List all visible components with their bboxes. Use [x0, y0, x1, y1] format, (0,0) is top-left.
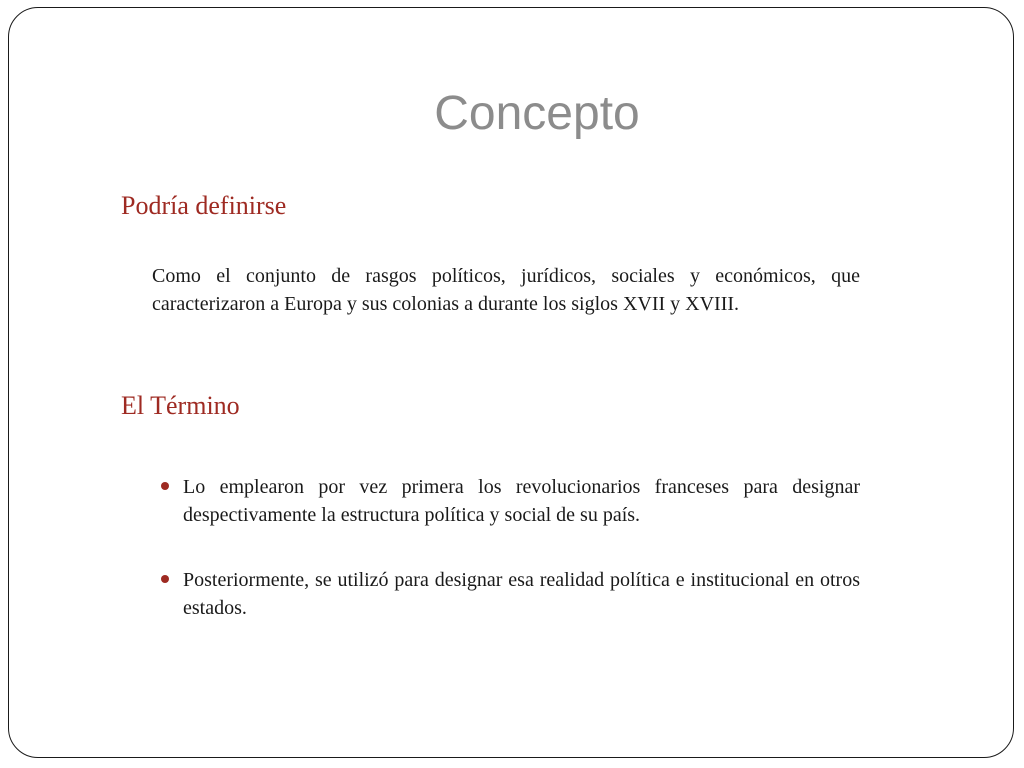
bullet-item-2: Posteriormente, se utilizó para designar esa realidad política e institucional en otros estados. [183, 569, 860, 619]
section-heading-podria-definirse: Podría definirse [121, 191, 287, 220]
bullet-item-1: Lo emplearon por vez primera los revolucionarios franceses para designar despectivamente la estructura política y social de su país. [183, 476, 860, 526]
slide-title: Concepto [434, 87, 640, 140]
bullet-dot-icon [161, 575, 169, 583]
definition-paragraph: Como el conjunto de rasgos políticos, jurídicos, sociales y económicos, que caracterizaron a Europa y sus colonias a durante los siglos XVII y XVIII. [152, 265, 860, 315]
bullet-dot-icon [161, 482, 169, 490]
section-heading-el-termino: El Término [121, 391, 240, 420]
